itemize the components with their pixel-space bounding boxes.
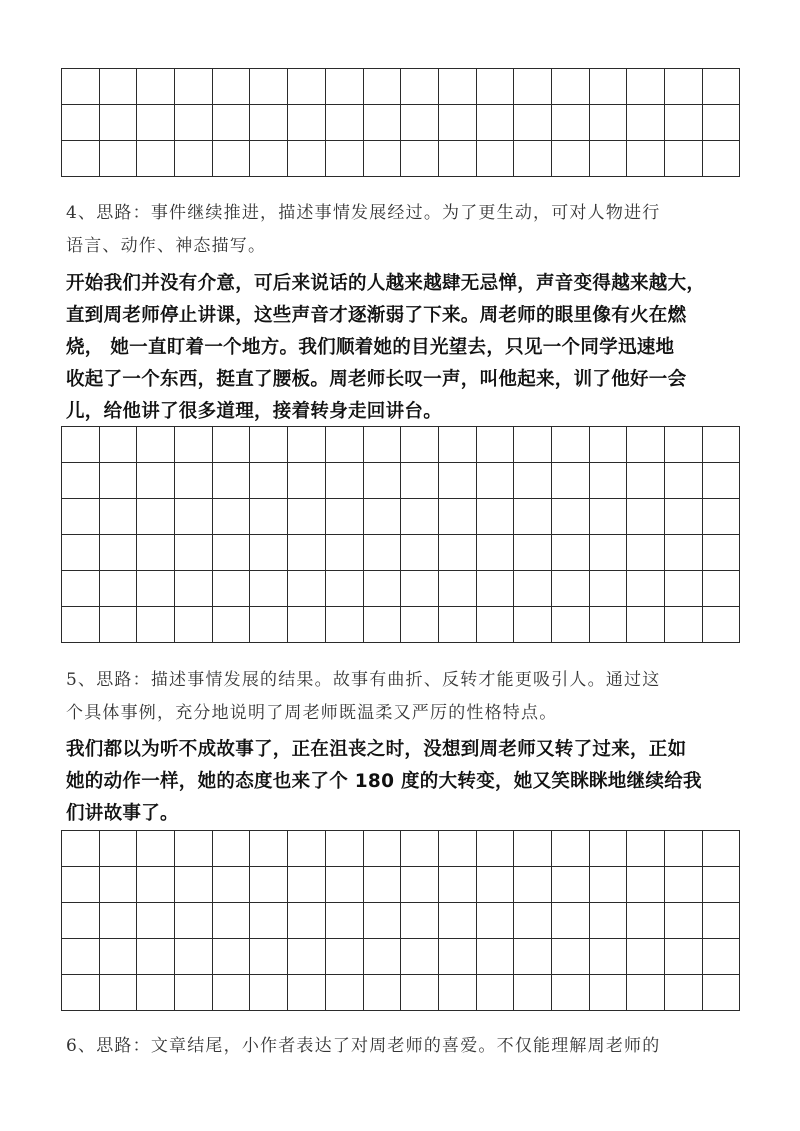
grid-cell — [99, 867, 137, 903]
grid-row — [62, 903, 740, 939]
grid-cell — [62, 975, 100, 1011]
grid-cell — [99, 939, 137, 975]
grid-cell — [551, 499, 589, 535]
grid-cell — [62, 535, 100, 571]
grid-cell — [514, 463, 552, 499]
section-4-sample-text — [66, 268, 746, 428]
grid-cell — [514, 831, 552, 867]
grid-cell — [288, 499, 326, 535]
grid-cell — [401, 141, 439, 177]
grid-cell — [551, 867, 589, 903]
grid-cell — [702, 69, 740, 105]
sample-line: 我们都以为听不成故事了，正在沮丧之时，没想到周老师又转了过来，正如 — [66, 739, 687, 760]
section-5-hint — [66, 664, 746, 730]
grid-cell — [62, 867, 100, 903]
grid-cell — [476, 975, 514, 1011]
grid-cell — [702, 903, 740, 939]
grid-cell — [702, 463, 740, 499]
grid-cell — [175, 939, 213, 975]
grid-cell — [212, 499, 250, 535]
grid-cell — [363, 867, 401, 903]
grid-cell — [514, 69, 552, 105]
grid-cell — [665, 105, 703, 141]
grid-cell — [99, 69, 137, 105]
grid-cell — [665, 831, 703, 867]
grid-cell — [212, 105, 250, 141]
grid-cell — [288, 535, 326, 571]
grid-cell — [137, 535, 175, 571]
grid-cell — [551, 427, 589, 463]
grid-cell — [212, 463, 250, 499]
grid-cell — [137, 975, 175, 1011]
grid-row — [62, 463, 740, 499]
grid-cell — [702, 831, 740, 867]
grid-cell — [62, 571, 100, 607]
grid-cell — [212, 939, 250, 975]
grid-cell — [325, 499, 363, 535]
grid-cell — [62, 463, 100, 499]
grid-cell — [401, 499, 439, 535]
grid-cell — [551, 69, 589, 105]
grid-cell — [589, 607, 627, 643]
grid-cell — [62, 69, 100, 105]
grid-cell — [589, 105, 627, 141]
grid-cell — [99, 427, 137, 463]
grid-cell — [175, 69, 213, 105]
grid-cell — [288, 975, 326, 1011]
grid-cell — [589, 939, 627, 975]
grid-cell — [665, 69, 703, 105]
grid-cell — [665, 975, 703, 1011]
grid-cell — [325, 607, 363, 643]
grid-cell — [551, 141, 589, 177]
grid-cell — [401, 903, 439, 939]
grid-cell — [175, 535, 213, 571]
grid-row — [62, 427, 740, 463]
grid-cell — [476, 105, 514, 141]
grid-cell — [476, 69, 514, 105]
grid-cell — [702, 571, 740, 607]
grid-cell — [551, 903, 589, 939]
grid-cell — [514, 535, 552, 571]
grid-cell — [514, 975, 552, 1011]
grid-cell — [702, 535, 740, 571]
grid-cell — [363, 69, 401, 105]
grid-cell — [288, 105, 326, 141]
grid-cell — [401, 831, 439, 867]
grid-cell — [212, 571, 250, 607]
grid-cell — [99, 571, 137, 607]
grid-cell — [363, 831, 401, 867]
grid-row — [62, 831, 740, 867]
grid-cell — [175, 463, 213, 499]
grid-cell — [99, 975, 137, 1011]
grid-cell — [363, 105, 401, 141]
grid-cell — [665, 939, 703, 975]
grid-cell — [62, 499, 100, 535]
grid-cell — [363, 427, 401, 463]
grid-cell — [627, 463, 665, 499]
grid-cell — [702, 427, 740, 463]
grid-cell — [589, 867, 627, 903]
grid-cell — [62, 105, 100, 141]
grid-cell — [401, 607, 439, 643]
grid-cell — [476, 571, 514, 607]
grid-cell — [288, 903, 326, 939]
grid-cell — [325, 831, 363, 867]
grid-cell — [665, 141, 703, 177]
grid-cell — [702, 499, 740, 535]
grid-cell — [363, 463, 401, 499]
grid-cell — [62, 607, 100, 643]
grid-cell — [476, 141, 514, 177]
grid-cell — [363, 141, 401, 177]
grid-cell — [401, 427, 439, 463]
grid-cell — [551, 571, 589, 607]
grid-row — [62, 69, 740, 105]
grid-cell — [250, 141, 288, 177]
grid-cell — [288, 607, 326, 643]
grid-cell — [250, 867, 288, 903]
grid-cell — [99, 141, 137, 177]
grid-cell — [476, 535, 514, 571]
grid-cell — [250, 535, 288, 571]
grid-cell — [551, 939, 589, 975]
grid-cell — [551, 535, 589, 571]
grid-cell — [514, 571, 552, 607]
grid-cell — [137, 427, 175, 463]
grid-cell — [627, 975, 665, 1011]
grid-cell — [137, 571, 175, 607]
grid-cell — [175, 607, 213, 643]
grid-cell — [99, 105, 137, 141]
grid-cell — [250, 571, 288, 607]
grid-cell — [438, 105, 476, 141]
grid-cell — [627, 867, 665, 903]
grid-cell — [325, 939, 363, 975]
grid-cell — [288, 867, 326, 903]
grid-cell — [702, 867, 740, 903]
hint-line: 语言、动作、神态描写。 — [66, 236, 267, 256]
grid-row — [62, 141, 740, 177]
grid-cell — [476, 607, 514, 643]
grid-cell — [665, 867, 703, 903]
grid-cell — [325, 69, 363, 105]
grid-cell — [702, 105, 740, 141]
grid-cell — [325, 867, 363, 903]
grid-cell — [175, 831, 213, 867]
grid-cell — [476, 463, 514, 499]
grid-cell — [250, 607, 288, 643]
grid-cell — [589, 69, 627, 105]
grid-cell — [438, 903, 476, 939]
grid-cell — [62, 939, 100, 975]
grid-cell — [514, 105, 552, 141]
grid-cell — [514, 499, 552, 535]
grid-cell — [551, 105, 589, 141]
grid-cell — [702, 975, 740, 1011]
hint-line: 个具体事例，充分地说明了周老师既温柔又严厉的性格特点。 — [66, 703, 558, 723]
grid-cell — [212, 867, 250, 903]
grid-cell — [551, 607, 589, 643]
grid-cell — [212, 903, 250, 939]
grid-cell — [325, 571, 363, 607]
grid-cell — [175, 975, 213, 1011]
grid-cell — [175, 867, 213, 903]
grid-cell — [99, 463, 137, 499]
grid-cell — [702, 141, 740, 177]
grid-cell — [438, 831, 476, 867]
grid-cell — [175, 903, 213, 939]
grid-cell — [589, 535, 627, 571]
grid-cell — [212, 607, 250, 643]
grid-cell — [212, 975, 250, 1011]
grid-cell — [627, 607, 665, 643]
sample-line: 她的动作一样，她的态度也来了个 180 度的大转变，她又笑眯眯地继续给我 — [66, 771, 702, 792]
grid-cell — [212, 141, 250, 177]
hint-line: 6、思路：文章结尾，小作者表达了对周老师的喜爱。不仅能理解周老师的 — [66, 1036, 661, 1056]
grid-cell — [665, 463, 703, 499]
grid-cell — [363, 903, 401, 939]
grid-cell — [665, 571, 703, 607]
grid-cell — [175, 141, 213, 177]
sample-line: 收起了一个东西，挺直了腰板。周老师长叹一声，叫他起来，训了他好一会 — [66, 369, 687, 390]
grid-cell — [665, 499, 703, 535]
grid-cell — [627, 831, 665, 867]
grid-cell — [62, 141, 100, 177]
grid-cell — [363, 499, 401, 535]
grid-cell — [137, 903, 175, 939]
sample-line: 开始我们并没有介意，可后来说话的人越来越肆无忌惮，声音变得越来越大， — [66, 273, 706, 294]
grid-cell — [250, 499, 288, 535]
grid-cell — [363, 607, 401, 643]
grid-cell — [363, 939, 401, 975]
grid-cell — [250, 69, 288, 105]
grid-cell — [627, 571, 665, 607]
grid-cell — [137, 831, 175, 867]
grid-cell — [401, 867, 439, 903]
grid-cell — [665, 903, 703, 939]
sample-line: 烧， 她一直盯着一个地方。我们顺着她的目光望去，只见一个同学迅速地 — [66, 337, 675, 358]
grid-cell — [325, 105, 363, 141]
grid-cell — [99, 607, 137, 643]
section-5-sample-text — [66, 734, 746, 830]
grid-cell — [551, 831, 589, 867]
grid-cell — [175, 105, 213, 141]
grid-cell — [627, 499, 665, 535]
grid-cell — [665, 535, 703, 571]
grid-cell — [250, 105, 288, 141]
grid-cell — [363, 975, 401, 1011]
grid-cell — [250, 831, 288, 867]
grid-cell — [325, 427, 363, 463]
grid-cell — [137, 867, 175, 903]
writing-grid-top — [61, 68, 740, 177]
grid-cell — [212, 69, 250, 105]
grid-cell — [665, 427, 703, 463]
grid-cell — [325, 975, 363, 1011]
grid-cell — [401, 939, 439, 975]
grid-row — [62, 939, 740, 975]
grid-cell — [589, 903, 627, 939]
grid-cell — [62, 903, 100, 939]
grid-cell — [627, 535, 665, 571]
sample-line: 儿，给他讲了很多道理，接着转身走回讲台。 — [66, 401, 443, 422]
grid-cell — [476, 867, 514, 903]
grid-cell — [702, 939, 740, 975]
hint-line: 4、思路：事件继续推进，描述事情发展经过。为了更生动，可对人物进行 — [66, 203, 661, 223]
grid-cell — [325, 463, 363, 499]
grid-cell — [99, 499, 137, 535]
grid-cell — [438, 571, 476, 607]
grid-row — [62, 499, 740, 535]
grid-cell — [288, 69, 326, 105]
grid-cell — [589, 463, 627, 499]
grid-cell — [589, 571, 627, 607]
grid-cell — [438, 975, 476, 1011]
writing-grid-section-4 — [61, 426, 740, 643]
grid-cell — [62, 427, 100, 463]
grid-cell — [212, 427, 250, 463]
grid-cell — [589, 141, 627, 177]
grid-row — [62, 607, 740, 643]
grid-cell — [514, 607, 552, 643]
grid-cell — [627, 427, 665, 463]
grid-cell — [589, 831, 627, 867]
grid-cell — [99, 831, 137, 867]
grid-cell — [476, 831, 514, 867]
grid-cell — [250, 463, 288, 499]
grid-cell — [627, 141, 665, 177]
writing-grid-section-5 — [61, 830, 740, 1011]
grid-cell — [325, 141, 363, 177]
grid-cell — [476, 939, 514, 975]
grid-cell — [250, 939, 288, 975]
grid-cell — [476, 903, 514, 939]
grid-cell — [476, 427, 514, 463]
grid-cell — [438, 463, 476, 499]
grid-cell — [476, 499, 514, 535]
grid-cell — [288, 939, 326, 975]
grid-cell — [137, 463, 175, 499]
grid-cell — [551, 463, 589, 499]
grid-cell — [665, 607, 703, 643]
grid-cell — [401, 105, 439, 141]
grid-cell — [325, 535, 363, 571]
grid-row — [62, 535, 740, 571]
grid-cell — [288, 427, 326, 463]
grid-cell — [175, 427, 213, 463]
grid-row — [62, 867, 740, 903]
grid-cell — [401, 975, 439, 1011]
grid-cell — [212, 535, 250, 571]
sample-line: 直到周老师停止讲课，这些声音才逐渐弱了下来。周老师的眼里像有火在燃 — [66, 305, 687, 326]
grid-cell — [551, 975, 589, 1011]
grid-cell — [627, 69, 665, 105]
grid-cell — [250, 903, 288, 939]
grid-cell — [702, 607, 740, 643]
grid-cell — [514, 427, 552, 463]
grid-cell — [627, 903, 665, 939]
grid-cell — [363, 535, 401, 571]
grid-cell — [438, 499, 476, 535]
grid-cell — [250, 427, 288, 463]
grid-cell — [514, 903, 552, 939]
grid-cell — [627, 939, 665, 975]
hint-line: 5、思路：描述事情发展的结果。故事有曲折、反转才能更吸引人。通过这 — [66, 670, 661, 690]
grid-cell — [438, 69, 476, 105]
grid-cell — [288, 831, 326, 867]
grid-row — [62, 105, 740, 141]
grid-cell — [438, 427, 476, 463]
grid-cell — [627, 105, 665, 141]
grid-cell — [438, 141, 476, 177]
grid-cell — [438, 535, 476, 571]
grid-cell — [175, 571, 213, 607]
grid-cell — [250, 975, 288, 1011]
grid-cell — [514, 867, 552, 903]
section-6-hint — [66, 1030, 746, 1063]
grid-cell — [137, 499, 175, 535]
grid-cell — [137, 607, 175, 643]
grid-cell — [401, 69, 439, 105]
grid-cell — [62, 831, 100, 867]
grid-cell — [288, 571, 326, 607]
grid-cell — [401, 535, 439, 571]
grid-cell — [137, 939, 175, 975]
grid-cell — [514, 141, 552, 177]
grid-cell — [99, 535, 137, 571]
grid-cell — [288, 463, 326, 499]
grid-cell — [438, 867, 476, 903]
grid-cell — [589, 975, 627, 1011]
grid-cell — [175, 499, 213, 535]
grid-cell — [137, 105, 175, 141]
grid-row — [62, 571, 740, 607]
grid-cell — [137, 69, 175, 105]
grid-cell — [212, 831, 250, 867]
grid-cell — [288, 141, 326, 177]
section-4-hint — [66, 197, 746, 263]
grid-cell — [589, 427, 627, 463]
grid-cell — [137, 141, 175, 177]
sample-line: 们讲故事了。 — [66, 803, 179, 824]
grid-row — [62, 975, 740, 1011]
grid-cell — [401, 463, 439, 499]
grid-cell — [514, 939, 552, 975]
grid-cell — [325, 903, 363, 939]
grid-cell — [438, 607, 476, 643]
grid-cell — [99, 903, 137, 939]
grid-cell — [589, 499, 627, 535]
grid-cell — [401, 571, 439, 607]
grid-cell — [438, 939, 476, 975]
grid-cell — [363, 571, 401, 607]
